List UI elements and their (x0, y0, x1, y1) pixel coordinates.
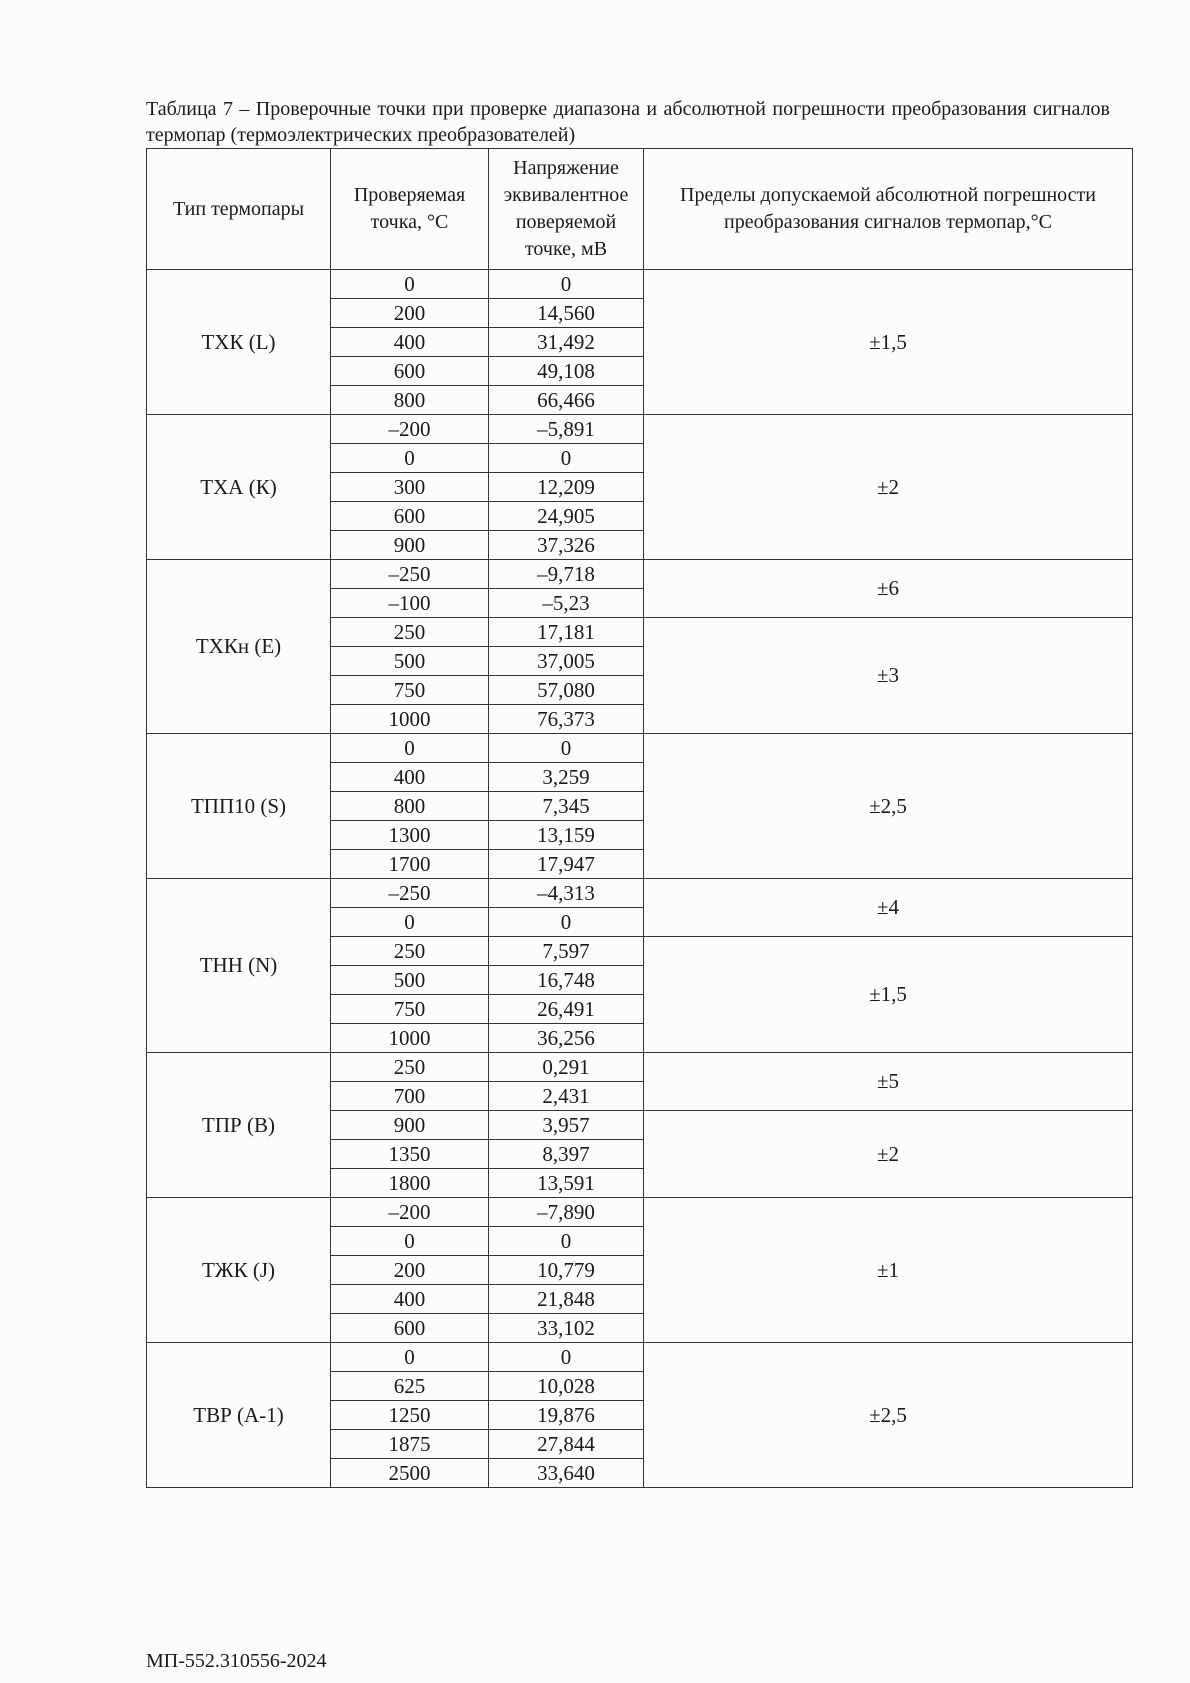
check-point-cell: –250 (331, 879, 489, 908)
table-row (147, 1198, 1133, 1227)
voltage-cell: 14,560 (489, 299, 644, 328)
check-point-cell: –200 (331, 1198, 489, 1227)
check-point-cell: 200 (331, 299, 489, 328)
voltage-cell: 0 (489, 1343, 644, 1372)
error-limit-cell: ±1 (644, 1198, 1133, 1343)
voltage-cell: 16,748 (489, 966, 644, 995)
voltage-cell: 33,640 (489, 1459, 644, 1488)
check-point-cell: 1800 (331, 1169, 489, 1198)
thermocouple-type-cell: ТХКн (Е) (147, 560, 331, 734)
check-point-cell: 800 (331, 386, 489, 415)
voltage-cell: 49,108 (489, 357, 644, 386)
check-point-cell: –100 (331, 589, 489, 618)
voltage-cell: 57,080 (489, 676, 644, 705)
check-point-cell: 750 (331, 995, 489, 1024)
check-point-cell: 1000 (331, 705, 489, 734)
header-point: Проверяемая точка, °С (331, 149, 489, 270)
check-point-cell: 900 (331, 531, 489, 560)
table-row (147, 1053, 1133, 1082)
check-point-cell: 250 (331, 1053, 489, 1082)
table-caption: Таблица 7 – Проверочные точки при проверке диапазона и абсолютной погрешности преобразования сигналов термопар (термоэлектрических преобразователей) (146, 98, 1110, 146)
voltage-cell: 13,159 (489, 821, 644, 850)
thermocouple-table (146, 148, 1133, 1488)
voltage-cell: 24,905 (489, 502, 644, 531)
thermocouple-type-cell: ТХА (К) (147, 415, 331, 560)
check-point-cell: 500 (331, 966, 489, 995)
voltage-cell: 7,597 (489, 937, 644, 966)
error-limit-cell: ±3 (644, 618, 1133, 734)
voltage-cell: 2,431 (489, 1082, 644, 1111)
voltage-cell: 31,492 (489, 328, 644, 357)
header-type: Тип термопары (147, 149, 331, 270)
voltage-cell: 17,947 (489, 850, 644, 879)
check-point-cell: 0 (331, 734, 489, 763)
voltage-cell: 10,028 (489, 1372, 644, 1401)
check-point-cell: 0 (331, 270, 489, 299)
check-point-cell: 2500 (331, 1459, 489, 1488)
voltage-cell: 76,373 (489, 705, 644, 734)
thermocouple-type-cell: ТПП10 (S) (147, 734, 331, 879)
check-point-cell: 0 (331, 1343, 489, 1372)
error-limit-cell: ±4 (644, 879, 1133, 937)
voltage-cell: 7,345 (489, 792, 644, 821)
voltage-cell: 10,779 (489, 1256, 644, 1285)
check-point-cell: 750 (331, 676, 489, 705)
check-point-cell: 500 (331, 647, 489, 676)
error-limit-cell: ±1,5 (644, 270, 1133, 415)
check-point-cell: 600 (331, 502, 489, 531)
thermocouple-type-cell: ТЖК (J) (147, 1198, 331, 1343)
voltage-cell: 0 (489, 444, 644, 473)
voltage-cell: –5,891 (489, 415, 644, 444)
check-point-cell: 1875 (331, 1430, 489, 1459)
check-point-cell: 250 (331, 618, 489, 647)
voltage-cell: 0,291 (489, 1053, 644, 1082)
error-limit-cell: ±5 (644, 1053, 1133, 1111)
voltage-cell: 36,256 (489, 1024, 644, 1053)
check-point-cell: 0 (331, 444, 489, 473)
voltage-cell: 0 (489, 270, 644, 299)
check-point-cell: 1700 (331, 850, 489, 879)
check-point-cell: 900 (331, 1111, 489, 1140)
voltage-cell: 21,848 (489, 1285, 644, 1314)
check-point-cell: 200 (331, 1256, 489, 1285)
header-limit: Пределы допускаемой абсолютной погрешности преобразования сигналов термопар,°С (644, 149, 1133, 270)
voltage-cell: –5,23 (489, 589, 644, 618)
thermocouple-type-cell: ТНН (N) (147, 879, 331, 1053)
table-row (147, 415, 1133, 444)
voltage-cell: 13,591 (489, 1169, 644, 1198)
check-point-cell: 800 (331, 792, 489, 821)
voltage-cell: –7,890 (489, 1198, 644, 1227)
thermocouple-type-cell: ТВР (А-1) (147, 1343, 331, 1488)
voltage-cell: 0 (489, 1227, 644, 1256)
check-point-cell: 400 (331, 328, 489, 357)
check-point-cell: –250 (331, 560, 489, 589)
voltage-cell: 8,397 (489, 1140, 644, 1169)
voltage-cell: 33,102 (489, 1314, 644, 1343)
header-voltage: Напряжение эквивалентное поверяемой точке, мВ (489, 149, 644, 270)
table-row (147, 560, 1133, 589)
check-point-cell: 250 (331, 937, 489, 966)
voltage-cell: 3,957 (489, 1111, 644, 1140)
header-row (147, 149, 1133, 270)
check-point-cell: 700 (331, 1082, 489, 1111)
thermocouple-type-cell: ТХК (L) (147, 270, 331, 415)
check-point-cell: 0 (331, 908, 489, 937)
table-row (147, 879, 1133, 908)
check-point-cell: 600 (331, 357, 489, 386)
voltage-cell: 66,466 (489, 386, 644, 415)
table-row (147, 270, 1133, 299)
check-point-cell: 600 (331, 1314, 489, 1343)
voltage-cell: 17,181 (489, 618, 644, 647)
voltage-cell: 19,876 (489, 1401, 644, 1430)
voltage-cell: 0 (489, 908, 644, 937)
error-limit-cell: ±2,5 (644, 734, 1133, 879)
check-point-cell: 625 (331, 1372, 489, 1401)
check-point-cell: 1300 (331, 821, 489, 850)
check-point-cell: 1350 (331, 1140, 489, 1169)
error-limit-cell: ±2 (644, 415, 1133, 560)
check-point-cell: 300 (331, 473, 489, 502)
error-limit-cell: ±2 (644, 1111, 1133, 1198)
voltage-cell: 37,326 (489, 531, 644, 560)
voltage-cell: 37,005 (489, 647, 644, 676)
document-code: МП-552.310556-2024 (146, 1650, 327, 1672)
voltage-cell: –4,313 (489, 879, 644, 908)
check-point-cell: –200 (331, 415, 489, 444)
check-point-cell: 400 (331, 1285, 489, 1314)
voltage-cell: 26,491 (489, 995, 644, 1024)
voltage-cell: –9,718 (489, 560, 644, 589)
check-point-cell: 0 (331, 1227, 489, 1256)
table-row (147, 1343, 1133, 1372)
voltage-cell: 12,209 (489, 473, 644, 502)
error-limit-cell: ±6 (644, 560, 1133, 618)
check-point-cell: 1000 (331, 1024, 489, 1053)
voltage-cell: 27,844 (489, 1430, 644, 1459)
table-row (147, 734, 1133, 763)
table-body (147, 270, 1133, 1488)
check-point-cell: 400 (331, 763, 489, 792)
error-limit-cell: ±1,5 (644, 937, 1133, 1053)
voltage-cell: 3,259 (489, 763, 644, 792)
voltage-cell: 0 (489, 734, 644, 763)
thermocouple-type-cell: ТПР (В) (147, 1053, 331, 1198)
check-point-cell: 1250 (331, 1401, 489, 1430)
error-limit-cell: ±2,5 (644, 1343, 1133, 1488)
